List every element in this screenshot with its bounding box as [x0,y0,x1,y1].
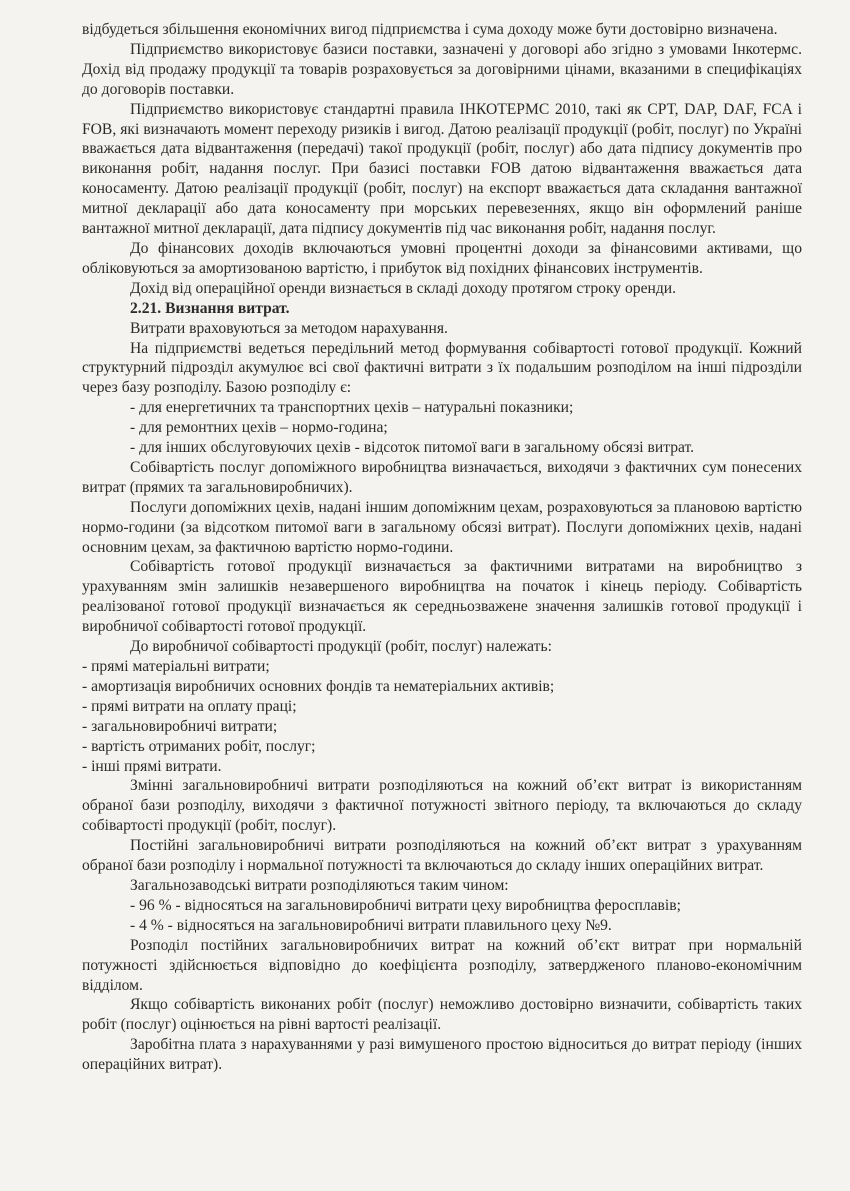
list-item: - прямі витрати на оплату праці; [82,697,297,715]
paragraph: Послуги допоміжних цехів, надані іншим допоміжним цехам, розраховуються за плановою вартістю нормо-години (за відсотком питомої ваги в загальному обсязі витрат). Послуги допоміжних цехів, надані основним цехам, за фактичною вартістю нормо-години. [82,498,802,556]
paragraph: Якщо собівартість виконаних робіт (послуг) неможливо достовірно визначити, собівартість таких робіт (послуг) оцінюється на рівні вартості реалізації. [82,996,802,1034]
paragraph: До фінансових доходів включаються умовні процентні доходи за фінансовими активами, що обліковуються за амортизованою вартістю, і прибуток від похідних фінансових інструментів. [82,239,802,277]
paragraph: Заробітна плата з нарахуваннями у разі вимушеного простою відноситься до витрат періоду (інших операційних витрат). [82,1036,802,1074]
list-item: - інші прямі витрати. [82,757,222,775]
paragraph: Дохід від операційної оренди визнається в складі доходу протягом строку оренди. [130,279,677,297]
section-heading: 2.21. Визнання витрат. [130,299,290,317]
paragraph: Витрати враховуються за методом нарахування. [130,319,448,337]
paragraph: Загальнозаводські витрати розподіляються таким чином: [130,876,509,894]
list-item: - для енергетичних та транспортних цехів – натуральні показники; [130,399,574,417]
paragraph: Підприємство використовує базиси поставки, зазначені у договорі або згідно з умовами Інкотермс. Дохід від продажу продукції та товарів розраховується за договірними цінами, вказаними в специфікаціях до договорів поставки. [82,40,802,98]
paragraph: На підприємстві ведеться передільний метод формування собівартості готової продукції. Кожний структурний підрозділ акумулює всі свої фактичні витрати з їх подальшим розподілом на інші підрозділи через базу розподілу. Базою розподілу є: [82,339,802,397]
list-item: - загальновиробничі витрати; [82,717,278,735]
list-item: - для інших обслуговуючих цехів - відсоток питомої ваги в загальному обсязі витрат. [130,439,695,457]
list-item: - 96 % - відносяться на загальновиробничі витрати цеху виробництва феросплавів; [130,896,681,914]
paragraph: Змінні загальновиробничі витрати розподіляються на кожний об’єкт витрат із використанням обраної бази розподілу, виходячи з фактичної потужності звітного періоду, та включаються до складу собівартості продукції (робіт, послуг). [82,777,802,835]
paragraph: Собівартість готової продукції визначається за фактичними витратами на виробництво з урахуванням змін залишків незавершеного виробництва на початок і кінець періоду. Собівартість реалізованої готової продукції визначається як середньозважене значення залишків готової продукції і виробничої собівартості готової продукції. [82,558,802,636]
list-item: - прямі матеріальні витрати; [82,658,270,675]
paragraph: Підприємство використовує стандартні правила ІНКОТЕРМС 2010, такі як СРТ, DAP, DAF, FCA і FOB, які визначають момент переходу ризиків і вигод. Датою реалізації продукції (робіт, послуг) по Україні вважається дата відвантаження (передачі) такої продукції (робіт, послуг) або дата підпису документів про виконання робіт, надання послуг. При базисі поставки FOB датою відвантаження вважається дата коносаменту. Датою реалізації продукції (робіт, послуг) на експорт вважається дата складання вантажної митної декларації або дата коносаменту при морських перевезеннях, якщо він оформлений раніше вантажної митної декларації, дата підпису документів під час виконання робіт, надання послуг. [82,100,802,238]
list-item: - амортизація виробничих основних фондів та нематеріальних активів; [82,677,555,695]
paragraph: Постійні загальновиробничі витрати розподіляються на кожний об’єкт витрат з урахуванням обраної бази розподілу і нормальної потужності та включаються до складу інших операційних витрат. [82,837,802,875]
paragraph: відбудеться збільшення економічних вигод підприємства і сума доходу може бути достовірно визначена. [82,21,778,38]
list-item: - вартість отриманих робіт, послуг; [82,737,316,755]
paragraph: Розподіл постійних загальновиробничих витрат на кожний об’єкт витрат при нормальній потужності здійснюється відповідно до коефіцієнта розподілу, затвердженого планово-економічним відділом. [82,936,802,994]
paragraph: Собівартість послуг допоміжного виробництва визначається, виходячи з фактичних сум понесених витрат (прямих та загальновиробничих). [82,458,802,496]
list-item: - 4 % - відносяться на загальновиробничі витрати плавильного цеху №9. [130,916,612,934]
paragraph: До виробничої собівартості продукції (робіт, послуг) належать: [130,638,552,656]
list-item: - для ремонтних цехів – нормо-година; [130,419,388,437]
